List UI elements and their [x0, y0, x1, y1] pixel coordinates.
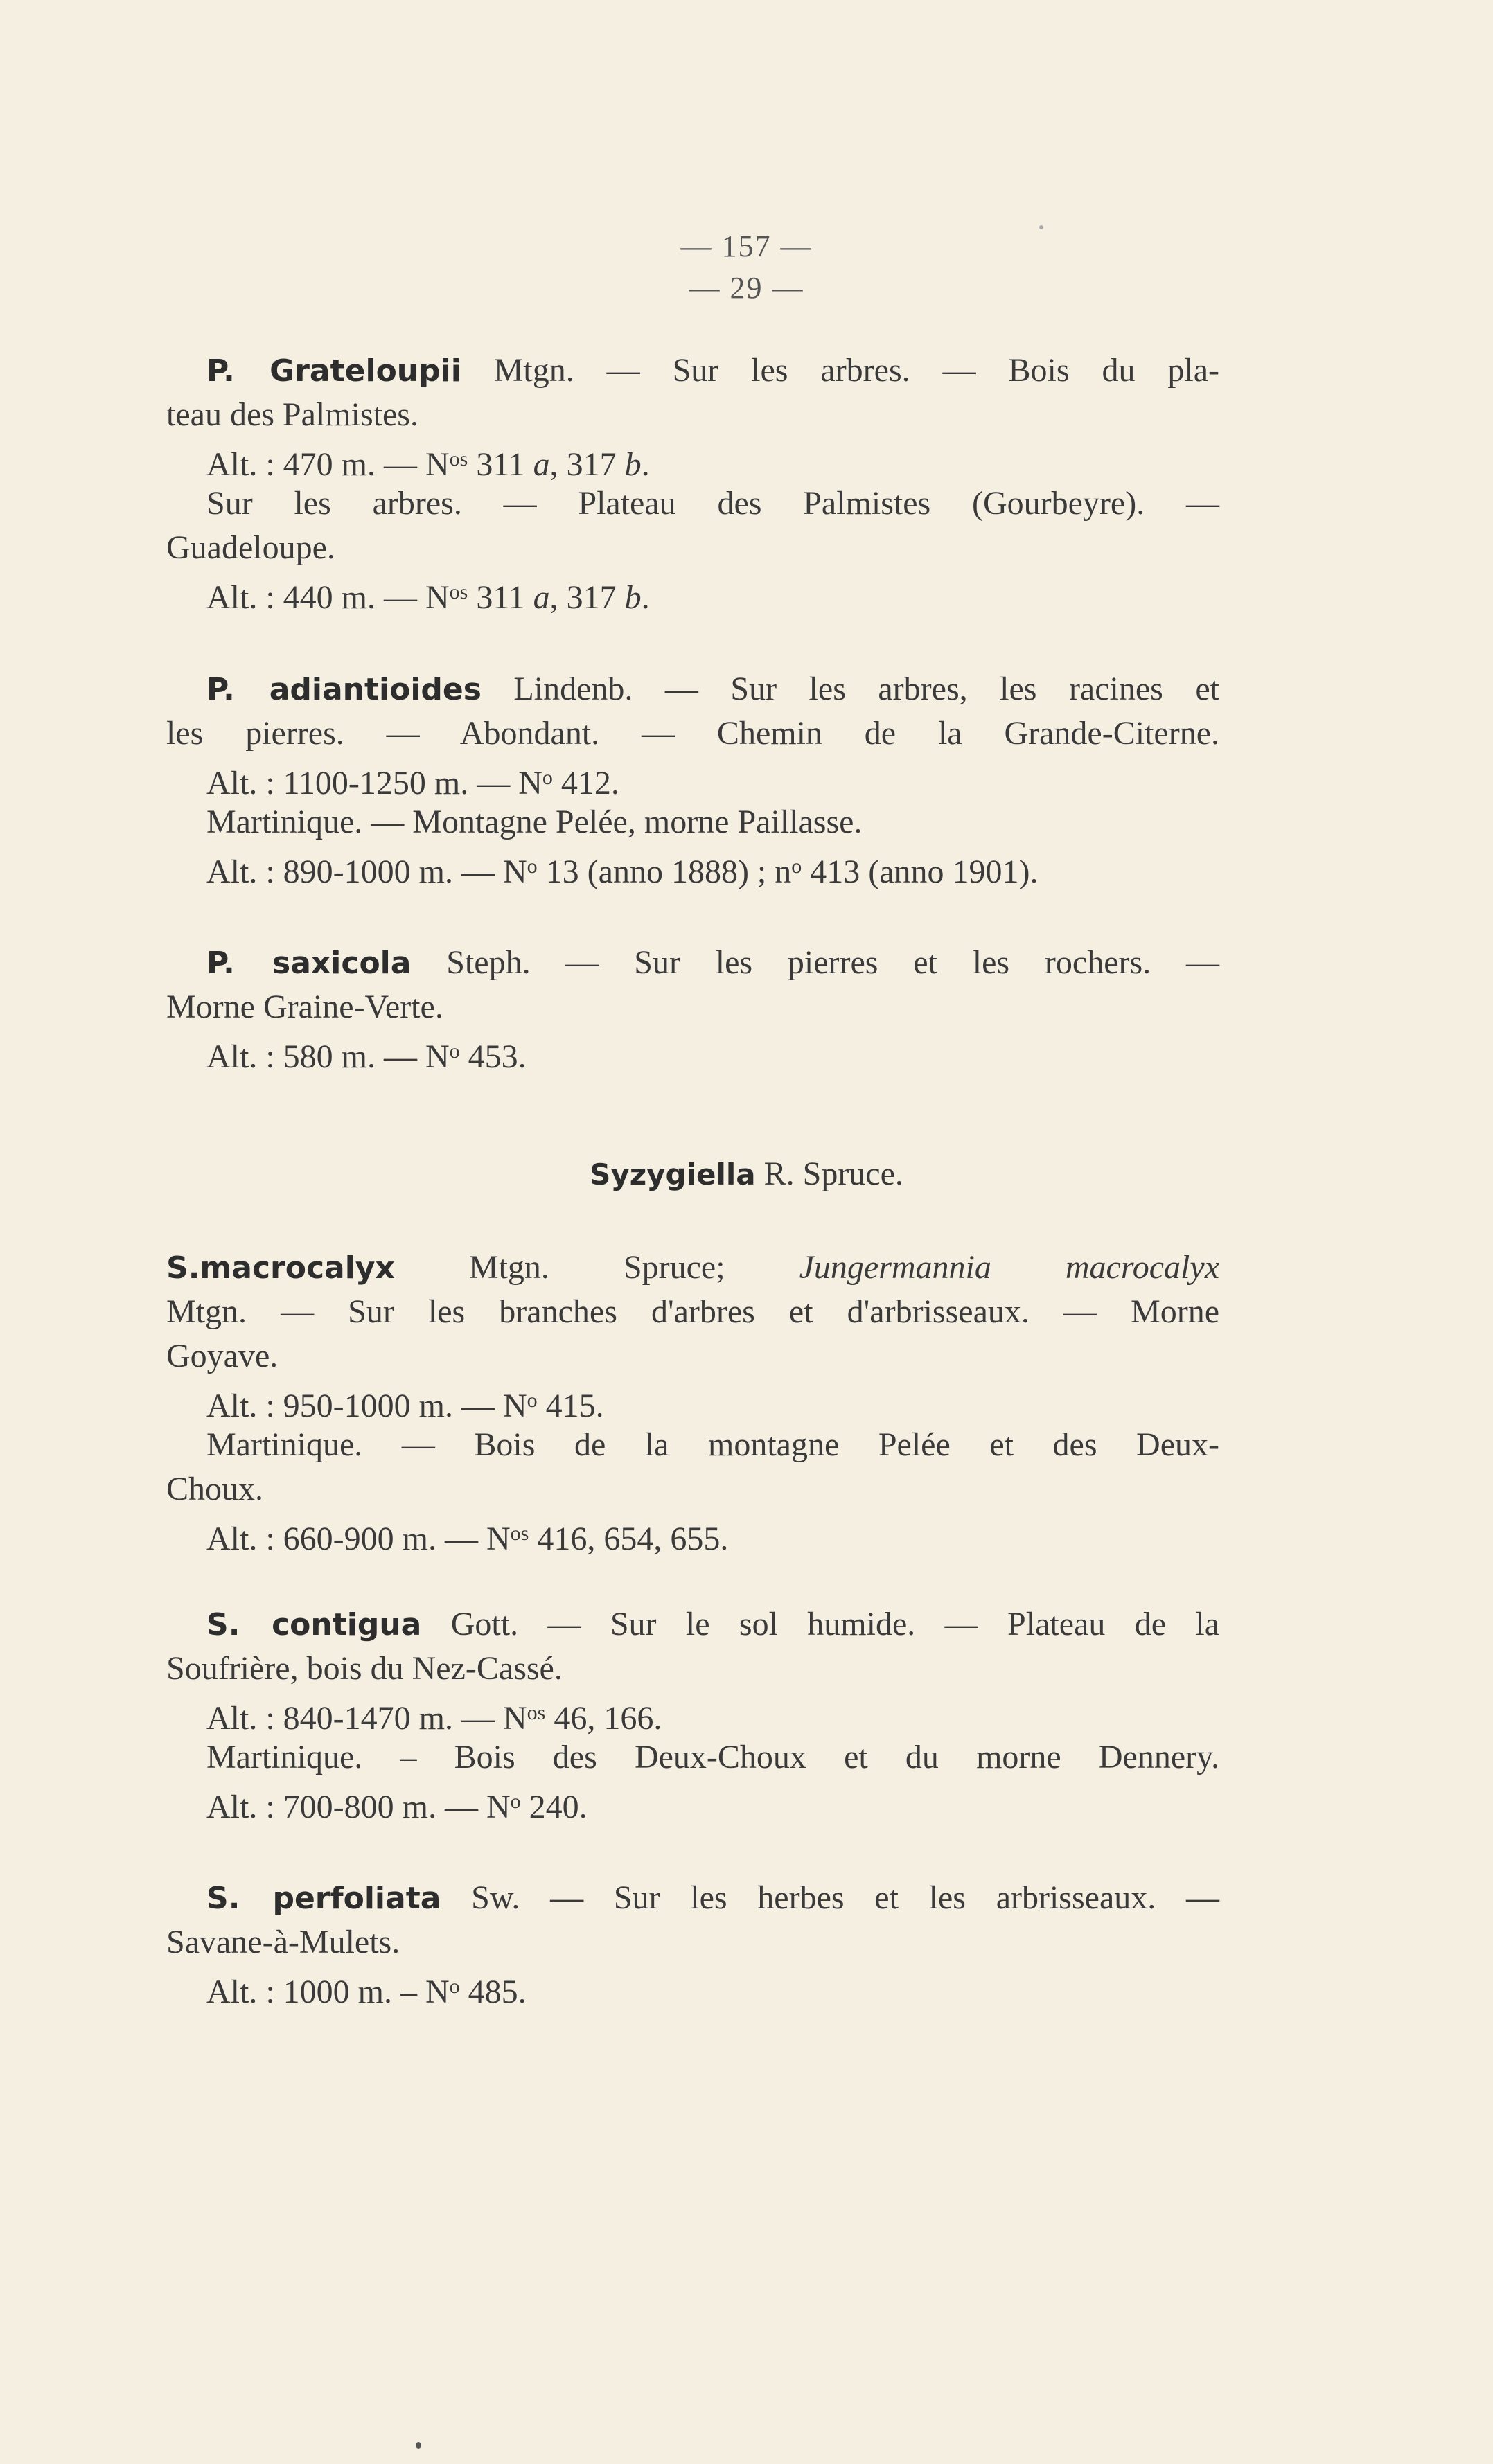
species-name: S. contigua [206, 1607, 422, 1642]
text-line: Martinique. — Bois de la montagne Pelée et des Deux- [206, 1426, 1219, 1463]
entry-heading: S.macrocalyx Mtgn. Spruce; Jungermannia macrocalyx [166, 1249, 1220, 1286]
species-name: P. saxicola [206, 946, 412, 981]
text-line: Martinique. — Montagne Pelée, morne Paillasse. [206, 804, 863, 840]
species-name: S.macrocalyx [166, 1250, 395, 1286]
altitude-line: Alt. : 890-1000 m. — $N^o$ 13 (anno 1888) ; $n^o$ 413 (anno 1901). [206, 853, 1039, 890]
text-line: Choux. [166, 1471, 264, 1507]
ink-speck [416, 2442, 421, 2449]
altitude-line: Alt. : 950-1000 m. — $N^o$ 415. [206, 1388, 604, 1424]
species-name: S. perfoliata [206, 1881, 441, 1916]
text-line: teau des Palmistes. [166, 396, 418, 433]
altitude-line: Alt. : 440 m. — $N^{os}$ 311 a, 317 b. [206, 579, 650, 616]
text-line: Savane-à-Mulets. [166, 1924, 400, 1960]
genus-name: Syzygiella [590, 1158, 756, 1191]
text-line: Soufrière, bois du Nez-Cassé. [166, 1650, 563, 1687]
altitude-line: Alt. : 470 m. — $N^{os}$ 311 a, 317 b. [206, 446, 650, 483]
altitude-line: Alt. : 700-800 m. — $N^o$ 240. [206, 1789, 588, 1825]
species-name: P. Grateloupii [206, 353, 461, 389]
entry-heading: P. adiantioides Lindenb. — Sur les arbres, les racines et [206, 671, 1219, 707]
genus-heading [0, 1153, 1493, 1196]
text-line: Martinique. – Bois des Deux-Choux et du morne Dennery. [206, 1739, 1219, 1775]
ink-speck [1039, 225, 1043, 229]
text-line: les pierres. — Abondant. — Chemin de la Grande-Citerne. [166, 715, 1219, 752]
entry-heading: P. saxicola Steph. — Sur les pierres et les rochers. — [206, 944, 1219, 981]
text-line: Morne Graine-Verte. [166, 989, 443, 1025]
entry-heading: P. Grateloupii Mtgn. — Sur les arbres. — Bois du pla- [206, 352, 1219, 389]
altitude-line: Alt. : 840-1470 m. — $N^{os}$ 46, 166. [206, 1700, 662, 1737]
altitude-line: Alt. : 580 m. — $N^o$ 453. [206, 1038, 527, 1075]
page-number-original: — 157 — [680, 229, 813, 263]
text-line: Mtgn. — Sur les branches d'arbres et d'arbrisseaux. — Morne [166, 1293, 1219, 1330]
altitude-line: Alt. : 660-900 m. — $N^{os}$ 416, 654, 655. [206, 1521, 729, 1557]
altitude-line: Alt. : 1100-1250 m. — $N^o$ 412. [206, 765, 619, 801]
page-number: — 29 — [689, 271, 804, 305]
text-line: Guadeloupe. [166, 529, 335, 566]
entry-heading: S. contigua Gott. — Sur le sol humide. — Plateau de la [206, 1606, 1220, 1642]
species-name: P. adiantioides [206, 672, 482, 707]
text-line: Goyave. [166, 1338, 279, 1374]
altitude-line: Alt. : 1000 m. – $N^o$ 485. [206, 1974, 527, 2010]
entry-heading: S. perfoliata Sw. — Sur les herbes et les arbrisseaux. — [206, 1879, 1219, 1916]
text-line: Sur les arbres. — Plateau des Palmistes (Gourbeyre). — [206, 485, 1219, 522]
genus-author: R. Spruce. [755, 1155, 903, 1192]
